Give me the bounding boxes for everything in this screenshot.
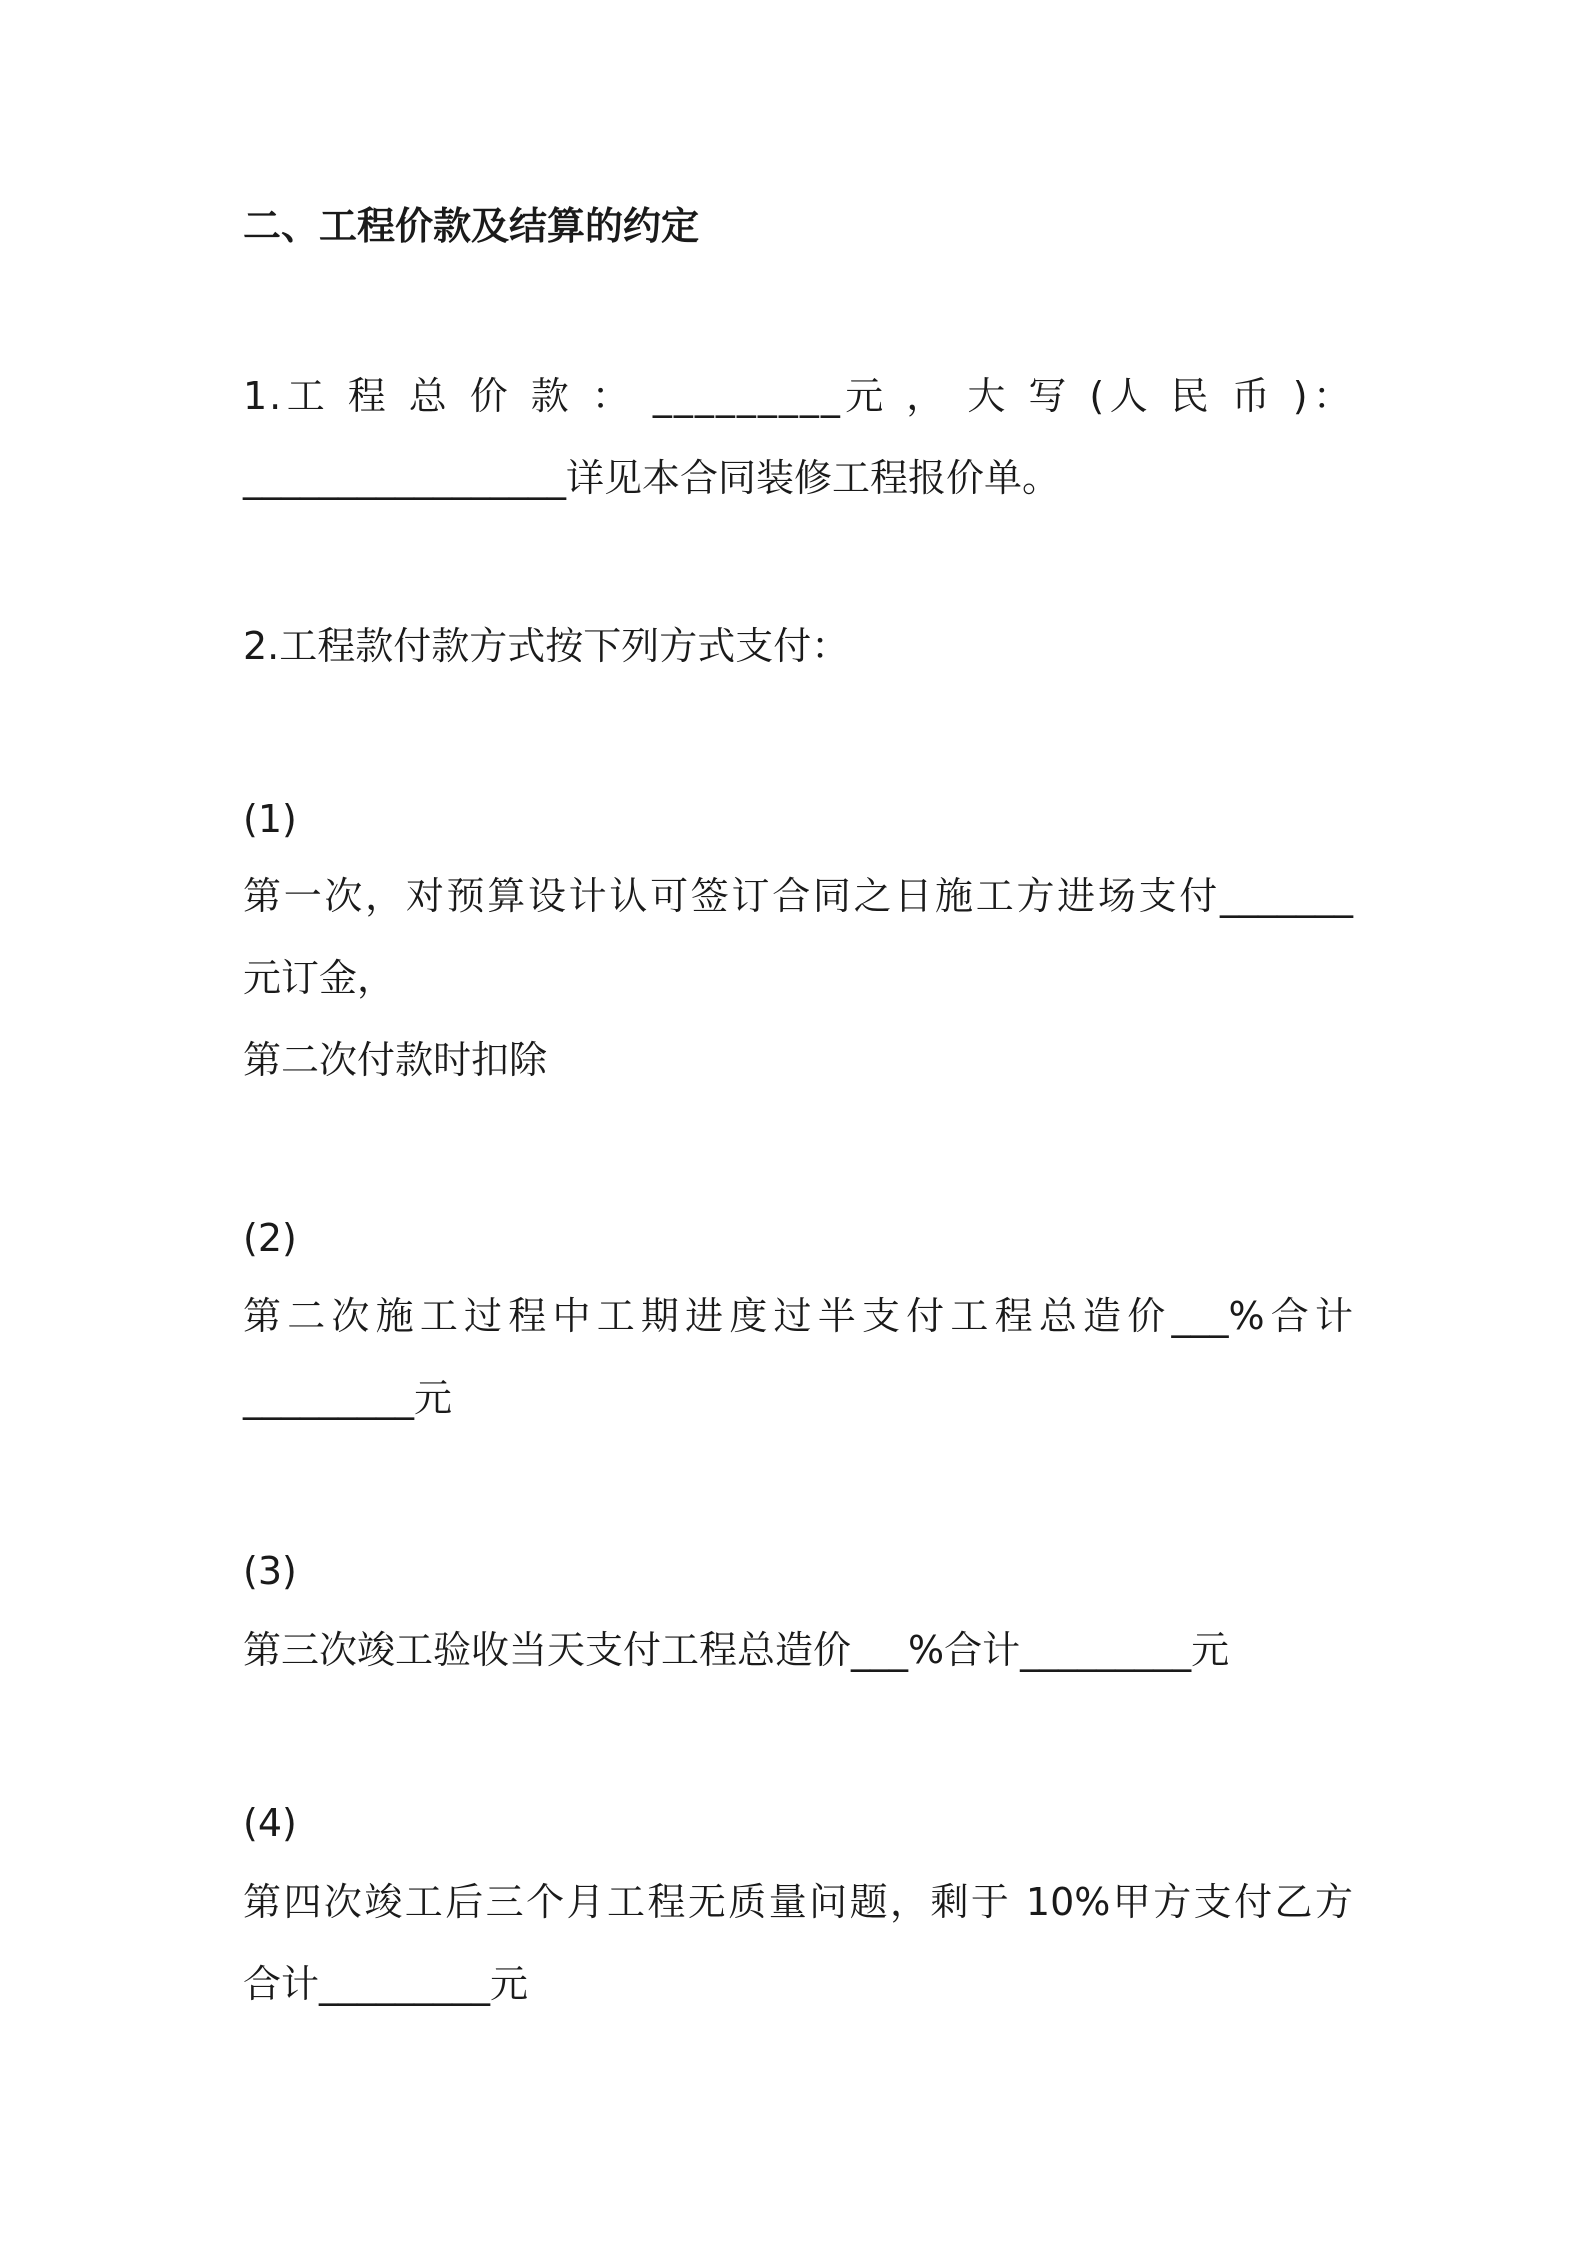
installment-1-text-line-2: 元订金， bbox=[243, 956, 396, 1000]
installment-2-text-line-2: _________元 bbox=[243, 1376, 453, 1420]
installment-1-text-line-3: 第二次付款时扣除 bbox=[243, 1038, 548, 1082]
installment-3-number: (3) bbox=[243, 1549, 297, 1593]
installment-2-number: (2) bbox=[243, 1216, 297, 1260]
installment-1-number: (1) bbox=[243, 797, 297, 841]
installment-3-text-line-1: 第三次竣工验收当天支付工程总造价___%合计_________元 bbox=[243, 1628, 1230, 1672]
installment-1-text-line-1: 第一次，对预算设计认可签订合同之日施工方进场支付_______ bbox=[243, 874, 1353, 918]
payment-method-clause: 2.工程款付款方式按下列方式支付： bbox=[243, 624, 850, 668]
section-heading: 二、工程价款及结算的约定 bbox=[243, 204, 700, 248]
installment-4-number: (4) bbox=[243, 1801, 297, 1845]
installment-4-text-line-2: 合计_________元 bbox=[243, 1962, 529, 2006]
installment-4-text-line-1: 第四次竣工后三个月工程无质量问题，剩于 10%甲方支付乙方 bbox=[243, 1880, 1353, 1924]
total-price-line-2: _________________详见本合同装修工程报价单。 bbox=[243, 456, 1061, 500]
installment-2-text-line-1: 第二次施工过程中工期进度过半支付工程总造价___%合计 bbox=[243, 1294, 1353, 1338]
total-price-line-1: 1.工 程 总 价 款 ： _________元 ， 大 写 (人 民 币 )： bbox=[243, 374, 1353, 418]
